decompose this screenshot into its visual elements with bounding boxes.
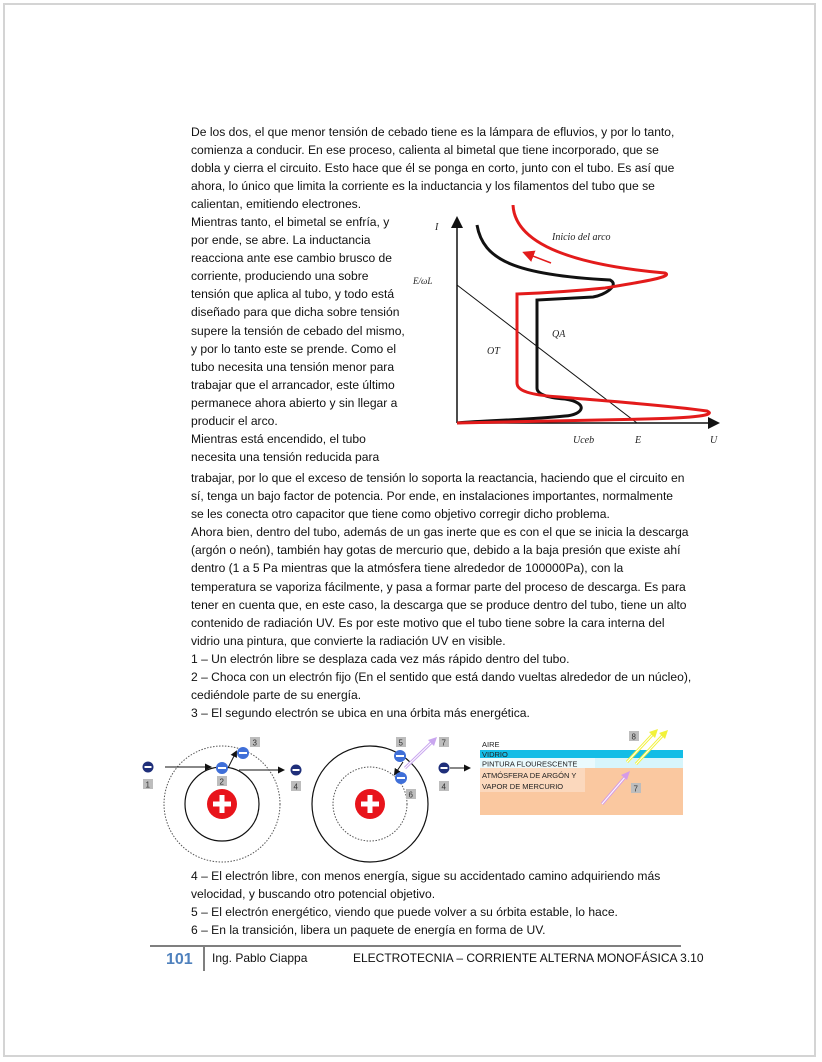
text-line: Ahora bien, dentro del tubo, además de un gas inerte que es con el que se inicia la descarga [191,525,689,540]
text-line: 6 – En la transición, libera un paquete de energía en forma de UV. [191,923,546,938]
marker-1: 1 [145,780,150,790]
x-axis-label: U [710,435,718,446]
layer-label-aire: AIRE [482,740,500,749]
text-line: Mientras tanto, el bimetal se enfría, y [191,215,390,229]
text-line: comienza a conducir. En ese proceso, calienta al bimetal que tiene incorporado, que se [191,143,659,158]
closing-paragraph [191,867,660,939]
atom-2 [312,737,469,862]
wrapped-paragraph [191,213,405,466]
text-line: (argón o neón), también hay gotas de mercurio que, debido a la baja presión que existe ahí [191,543,681,558]
text-line: velocidad, y buscando otro potencial objetivo. [191,887,436,902]
excited-electron-icon [237,747,249,759]
marker-5: 5 [398,738,403,748]
text-line: cediéndole parte de su energía. [191,688,362,703]
marker-4: 4 [293,782,298,792]
free-electron-icon [439,763,450,774]
text-line: necesita una tensión reducida para [191,450,380,465]
text-line: corriente, produciendo una sobre [191,269,369,284]
text-line: calientan, emitiendo electrones. [191,197,362,212]
text-line: 5 – El electrón energético, viendo que puede volver a su órbita estable, lo hace. [191,905,618,920]
text-line: tubo necesita una tensión menor para [191,359,395,374]
text-line: 2 – Choca con un electrón fijo (En el sentido que está dando vueltas alrededor de un núcleo), [191,670,692,685]
text-line: supere la tensión de cebado del mismo, [191,323,405,338]
fixed-electron-icon [216,762,228,774]
nucleus-icon [355,789,385,819]
arc-start-label: Inicio del arco [552,232,611,243]
text-line: ahora, lo único que limita la corriente es la inductancia y los filamentos del tubo que se [191,179,655,194]
fixed-electron-icon [395,772,407,784]
layer-vidrio [480,750,683,758]
layer-label-vidrio: VIDRIO [482,750,508,759]
layer-label-atmosfera: ATMÓSFERA DE ARGÓN Y [482,771,577,780]
y-axis-label: I [435,222,439,233]
text-line: reacciona ante ese cambio brusco de [191,251,393,266]
atom-1 [143,737,302,862]
footer-rule [150,945,681,947]
text-line: 3 – El segundo electrón se ubica en una órbita más energética. [191,706,530,721]
footer-document-title: ELECTROTECNIA – CORRIENTE ALTERNA MONOFÁSICA 3.10 [353,951,704,965]
text-line: 4 – El electrón libre, con menos energía, sigue su accidentado camino adquiriendo más [191,869,661,883]
page-number: 101 [166,951,193,968]
marker-7b: 7 [633,784,638,794]
ot-label: OT [487,346,500,357]
nucleus-icon [207,789,237,819]
qa-label: QA [552,329,566,340]
uceb-label: Uceb [573,435,595,446]
text-line: vidrio una pintura, que convierte la radiación UV en visible. [191,633,506,648]
intercept-label: E/ωL [413,276,433,286]
marker-4b: 4 [441,782,446,792]
free-electron-icon [291,765,302,776]
uv-photon-arrow-icon [405,737,437,768]
text-line: se les conecta otro capacitor que tiene como objetivo corregir dicho problema. [191,507,610,522]
marker-8: 8 [631,732,636,742]
footer-separator [203,947,205,971]
free-electron-icon [143,762,154,773]
intro-paragraph [191,123,674,213]
e-label: E [635,435,642,446]
text-line: sí, tenga un bajo factor de potencia. Por ende, en instalaciones importantes, normalmente [191,489,674,504]
marker-7: 7 [441,738,446,748]
tube-layers-diagram [480,728,688,818]
layer-label-pintura: PINTURA FLOURESCENTE [482,759,578,769]
layer-label-vapor: VAPOR DE MERCURIO [482,782,564,791]
text-line: dentro (1 a 5 Pa mientras que la atmósfera tiene alrededor de 100000Pa), con la [191,561,624,576]
text-line: tensión que aplica al tubo, y todo está [191,287,395,302]
text-line: producir el arco. [191,414,278,429]
footer-author: Ing. Pablo Ciappa [212,951,308,965]
text-line: De los dos, el que menor tensión de cebado tiene es la lámpara de efluvios, y por lo tanto, [191,125,675,139]
text-line: dobla y cierra el circuito. Esto hace que él se ponga en corto, junto con el tubo. Es así que [191,161,675,176]
text-line: 1 – Un electrón libre se desplaza cada vez más rápido dentro del tubo. [191,651,570,666]
direction-arrow [525,253,551,263]
text-line: permanece ahora abierto y sin llegar a [191,395,398,410]
marker-2: 2 [219,777,224,787]
text-line: Mientras está encendido, el tubo [191,432,366,447]
text-line: por ende, se abre. La inductancia [191,233,371,248]
text-line: trabajar que el arrancador, este último [191,377,395,392]
text-line: y por lo tanto este se prende. Como el [191,341,397,356]
excited-electron-icon [394,750,406,762]
text-line: trabajar, por lo que el exceso de tensión lo soporta la reactancia, haciendo que el circuito en [191,471,685,485]
text-line: tener en cuenta que, en este caso, la descarga que se produce dentro del tubo, tiene un alto [191,597,687,612]
text-line: temperatura se vaporiza fácilmente, y pasa a formar parte del proceso de descarga. Es para [191,579,686,594]
text-line: diseñado para que dicha sobre tensión [191,305,400,320]
continued-paragraph [191,469,691,722]
marker-3: 3 [252,738,257,748]
marker-6: 6 [408,790,413,800]
iu-characteristic-graph [405,205,725,455]
text-line: contenido de radiación UV. Es por este motivo que el tubo tiene sobre la cara interna del [191,615,665,630]
atom-diagrams [135,728,480,866]
